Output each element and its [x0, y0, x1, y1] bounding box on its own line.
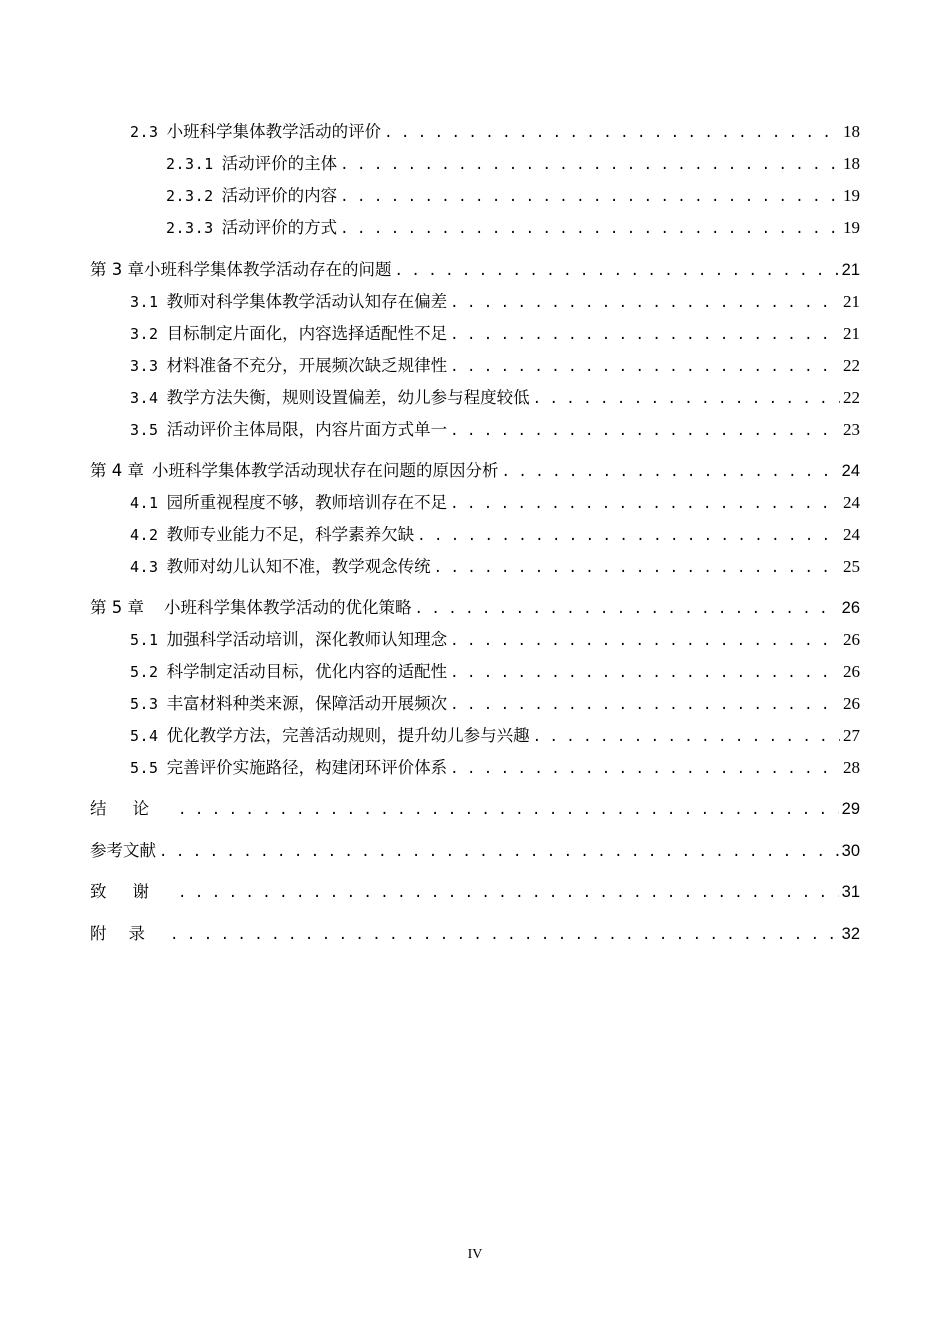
- toc-leader-dots: [170, 923, 839, 947]
- toc-entry-2-3[interactable]: [130, 120, 860, 144]
- toc-leader-dots: [340, 153, 840, 177]
- toc-entry-number: 4.2: [130, 526, 159, 544]
- toc-entry-number: 5.1: [130, 631, 159, 649]
- toc-leader-dots: [450, 661, 840, 685]
- toc-entry-page: 22: [843, 388, 860, 407]
- toc-entry-page: 24: [843, 493, 860, 512]
- toc-entry-page: 23: [843, 420, 860, 439]
- toc-entry-page: 24: [843, 525, 860, 544]
- toc-entry-title: 活动评价的内容: [221, 186, 338, 205]
- toc-entry-3-2[interactable]: [130, 322, 860, 346]
- toc-entry-4-2[interactable]: [130, 523, 860, 547]
- toc-entry-5-2[interactable]: [130, 660, 860, 684]
- toc-leader-dots: [450, 419, 840, 443]
- toc-entry-4-3[interactable]: [130, 555, 860, 579]
- toc-leader-dots: [502, 460, 839, 484]
- toc-leader-dots: [533, 725, 840, 749]
- toc-leader-dots: [450, 693, 840, 717]
- toc-leader-dots: [415, 597, 839, 621]
- page-number-footer: IV: [467, 1247, 483, 1262]
- toc-entry-chapter-5[interactable]: [90, 596, 860, 620]
- toc-entry-number: 3.4: [130, 389, 159, 407]
- toc-entry-page: 18: [843, 122, 860, 141]
- toc-entry-number: 第 5 章: [90, 598, 144, 617]
- toc-entry-title: 教师专业能力不足，科学素养欠缺: [166, 525, 415, 544]
- toc-entry-number: 4.3: [130, 558, 159, 576]
- toc-entry-title: 教学方法失衡，规则设置偏差，幼儿参与程度较低: [166, 388, 530, 407]
- toc-entry-2-3-1[interactable]: [166, 152, 860, 176]
- toc-entry-title: 活动评价的方式: [221, 218, 338, 237]
- toc-entry-number: 5.3: [130, 695, 159, 713]
- toc-entry-title: 教师对科学集体教学活动认知存在偏差: [166, 292, 448, 311]
- toc-entry-title: 优化教学方法，完善活动规则，提升幼儿参与兴趣: [166, 726, 530, 745]
- toc-entry-4-1[interactable]: [130, 491, 860, 515]
- toc-entry-references[interactable]: [90, 839, 860, 863]
- toc-entry-title: 小班科学集体教学活动现状存在问题的原因分析: [152, 461, 499, 480]
- toc-entry-title: 活动评价的主体: [221, 154, 338, 173]
- toc-entry-number: 3.2: [130, 325, 159, 343]
- toc-leader-dots: [450, 323, 840, 347]
- toc-entry-page: 26: [841, 599, 860, 617]
- toc-entry-page: 30: [841, 842, 860, 860]
- toc-entry-number: 2.3.3: [166, 219, 214, 237]
- toc-entry-5-1[interactable]: [130, 628, 860, 652]
- toc-entry-page: 27: [843, 726, 860, 745]
- toc-entry-page: 19: [843, 218, 860, 237]
- toc-entry-number: 3.1: [130, 293, 159, 311]
- toc-entry-page: 26: [843, 662, 860, 681]
- toc-leader-dots: [450, 492, 840, 516]
- toc-entry-title: 材料准备不充分，开展频次缺乏规律性: [166, 356, 448, 375]
- toc-entry-5-4[interactable]: [130, 724, 860, 748]
- toc-entry-page: 18: [843, 154, 860, 173]
- toc-entry-5-3[interactable]: [130, 692, 860, 716]
- toc-entry-chapter-4[interactable]: [90, 459, 860, 483]
- toc-entry-3-5[interactable]: [130, 418, 860, 442]
- toc-entry-title: 小班科学集体教学活动存在的问题: [144, 260, 392, 279]
- toc-entry-conclusion[interactable]: [90, 797, 860, 821]
- toc-leader-dots: [450, 291, 840, 315]
- toc-entry-3-1[interactable]: [130, 290, 860, 314]
- toc-entry-2-3-2[interactable]: [166, 184, 860, 208]
- toc-leader-dots: [533, 387, 840, 411]
- toc-entry-page: 19: [843, 186, 860, 205]
- toc-entry-3-4[interactable]: [130, 386, 860, 410]
- toc-entry-5-5[interactable]: [130, 756, 860, 780]
- toc-entry-number: 5.5: [130, 759, 159, 777]
- toc-entry-page: 28: [843, 758, 860, 777]
- toc-entry-page: 26: [843, 694, 860, 713]
- toc-leader-dots: [450, 355, 840, 379]
- toc-entry-title: 小班科学集体教学活动的优化策略: [164, 598, 412, 617]
- toc-leader-dots: [384, 121, 840, 145]
- toc-entry-title: 完善评价实施路径，构建闭环评价体系: [166, 758, 448, 777]
- toc-entry-chapter-3[interactable]: [90, 258, 860, 282]
- toc-entry-page: 26: [843, 630, 860, 649]
- toc-leader-dots: [178, 881, 839, 905]
- toc-entry-page: 21: [843, 292, 860, 311]
- toc-entry-page: 21: [841, 261, 860, 279]
- toc-entry-number: 3.5: [130, 421, 159, 439]
- toc-entry-page: 29: [841, 800, 860, 818]
- toc-leader-dots: [178, 798, 839, 822]
- toc-entry-title: 活动评价主体局限，内容片面方式单一: [166, 420, 448, 439]
- toc-entry-title: 加强科学活动培训，深化教师认知理念: [166, 630, 448, 649]
- toc-entry-title: 园所重视程度不够，教师培训存在不足: [166, 493, 448, 512]
- toc-entry-title: 目标制定片面化，内容选择适配性不足: [166, 324, 448, 343]
- toc-entry-title: 结论: [90, 799, 175, 818]
- toc-entry-page: 25: [843, 557, 860, 576]
- toc-entry-number: 5.4: [130, 727, 159, 745]
- toc-entry-page: 24: [841, 462, 860, 480]
- toc-leader-dots: [395, 259, 839, 283]
- toc-entry-page: 22: [843, 356, 860, 375]
- toc-entry-number: 2.3: [130, 123, 159, 141]
- toc-entry-acknowledgements[interactable]: [90, 880, 860, 904]
- toc-entry-number: 3.3: [130, 357, 159, 375]
- toc-leader-dots: [450, 629, 840, 653]
- toc-leader-dots: [417, 524, 840, 548]
- toc-entry-title: 教师对幼儿认知不准，教学观念传统: [166, 557, 431, 576]
- toc-entry-number: 第 4 章: [90, 461, 144, 480]
- toc-leader-dots: [159, 840, 839, 864]
- toc-entry-title: 参考文献: [90, 841, 156, 860]
- toc-entry-title: 致谢: [90, 882, 175, 901]
- toc-entry-page: 32: [841, 925, 860, 943]
- toc-entry-title: 科学制定活动目标，优化内容的适配性: [166, 662, 448, 681]
- toc-entry-appendix[interactable]: [90, 922, 860, 946]
- toc-entry-3-3[interactable]: [130, 354, 860, 378]
- toc-leader-dots: [340, 185, 840, 209]
- toc-entry-number: 第 3 章: [90, 260, 144, 279]
- toc-entry-page: 31: [841, 883, 860, 901]
- toc-entry-page: 21: [843, 324, 860, 343]
- toc-entry-number: 5.2: [130, 663, 159, 681]
- toc-entry-2-3-3[interactable]: [166, 216, 860, 240]
- toc-entry-number: 2.3.2: [166, 187, 214, 205]
- toc-entry-title: 丰富材料种类来源，保障活动开展频次: [166, 694, 448, 713]
- toc-entry-number: 4.1: [130, 494, 159, 512]
- toc-leader-dots: [450, 757, 840, 781]
- toc-entry-title: 小班科学集体教学活动的评价: [166, 122, 382, 141]
- toc-entry-number: 2.3.1: [166, 155, 214, 173]
- toc-leader-dots: [434, 556, 840, 580]
- toc-entry-title: 附录: [90, 924, 167, 943]
- toc-leader-dots: [340, 217, 840, 241]
